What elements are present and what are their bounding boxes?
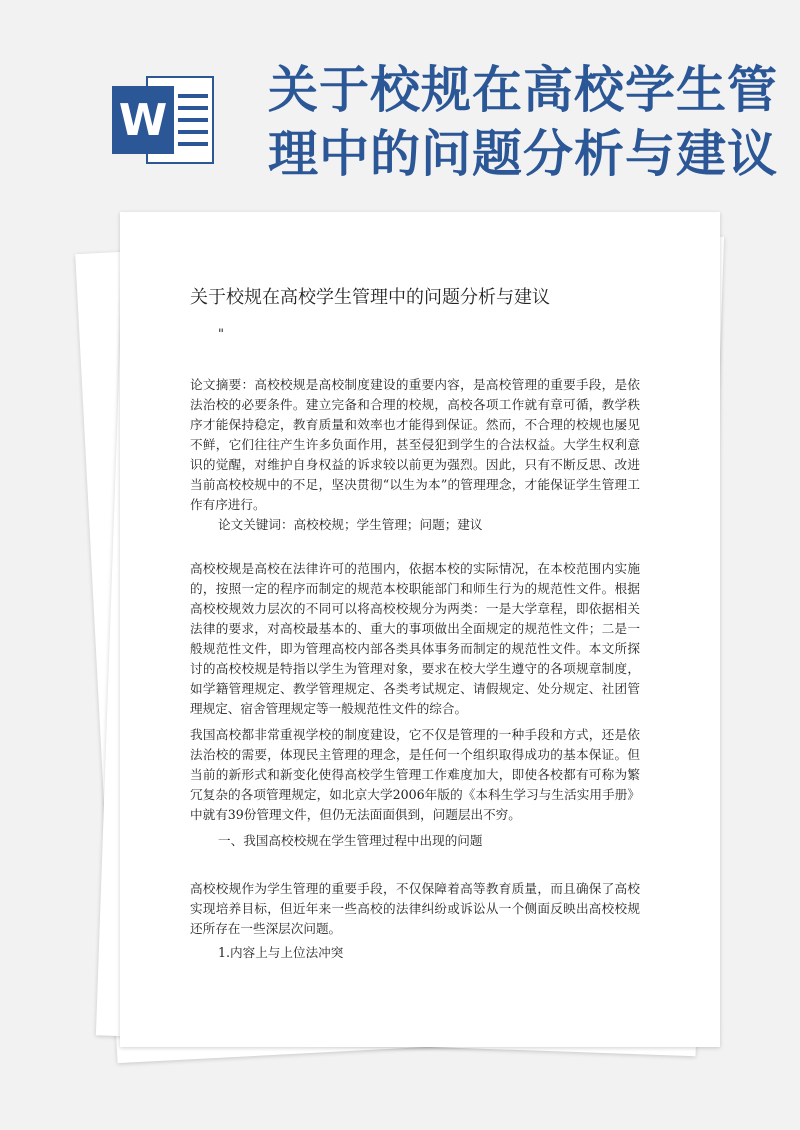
- subsection-heading-1: 1.内容上与上位法冲突: [218, 945, 344, 960]
- body-paragraph-3: 高校校规作为学生管理的重要手段，不仅保障着高等教育质量，而且确保了高校实现培养目标，但近年来一些高校的法律纠纷或诉讼从一个侧面反映出高校校规还所存在一些深层次问题。: [190, 881, 640, 936]
- abstract-paragraph: 论文摘要：高校校规是高校制度建设的重要内容，是高校管理的重要手段，是依法治校的必要条件。建立完备和合理的校规，高校各项工作就有章可循，教学秩序才能保持稳定，教育质量和效率也才能得到保证。然而，不合理的校规也屡见不鲜，它们往往产生许多负面作用，甚至侵犯到学生的合法权益。大学生权利意识的觉醒，对维护自身权益的诉求较以前更为强烈。因此，只有不断反思、改进当前高校校规中的不足，坚决贯彻“以生为本”的管理理念，才能保证学生管理工作有序进行。: [190, 377, 640, 512]
- banner-title: [268, 58, 788, 186]
- document-title: 关于校规在高校学生管理中的问题分析与建议: [190, 287, 550, 308]
- keywords-line: 论文关键词：高校校规；学生管理；问题；建议: [218, 517, 483, 532]
- banner-title-line-2: 理中的问题分析与建议: [268, 125, 778, 183]
- banner: [0, 0, 800, 205]
- section-heading-1: 一、我国高校校规在学生管理过程中出现的问题: [218, 833, 483, 848]
- quote-mark: ": [218, 327, 224, 342]
- word-letter-badge: W: [112, 86, 174, 154]
- body-paragraph-2: 我国高校都非常重视学校的制度建设，它不仅是管理的一种手段和方式，还是依法治校的需要，体现民主管理的理念，是任何一个组织取得成功的基本保证。但当前的新形式和新变化使得高校学生管理工作难度加大，即使各校都有可称为繁冗复杂的各项管理规定，如北京大学2006年版的《本科生学习与生活实用手册》中就有39份管理文件，但仍无法面面俱到，问题层出不穷。: [190, 727, 640, 822]
- word-document-icon: [112, 70, 222, 170]
- body-paragraph-1: 高校校规是高校在法律许可的范围内，依据本校的实际情况，在本校范围内实施的，按照一定的程序而制定的规范本校职能部门和师生行为的规范性文件。根据高校校规效力层次的不同可以将高校校规分为两类：一是大学章程，即依据相关法律的要求，对高校最基本的、重大的事项做出全面规定的规范性文件；二是一般规范性文件，即为管理高校内部各类具体事务而制定的规范性文件。本文所探讨的高校校规是特指以学生为管理对象，要求在校大学生遵守的各项规章制度，如学籍管理规定、教学管理规定、各类考试规定、请假规定、处分规定、社团管理规定、宿舍管理规定等一般规范性文件的综合。: [190, 561, 640, 716]
- banner-title-line-1: 关于校规在高校学生管: [268, 61, 778, 119]
